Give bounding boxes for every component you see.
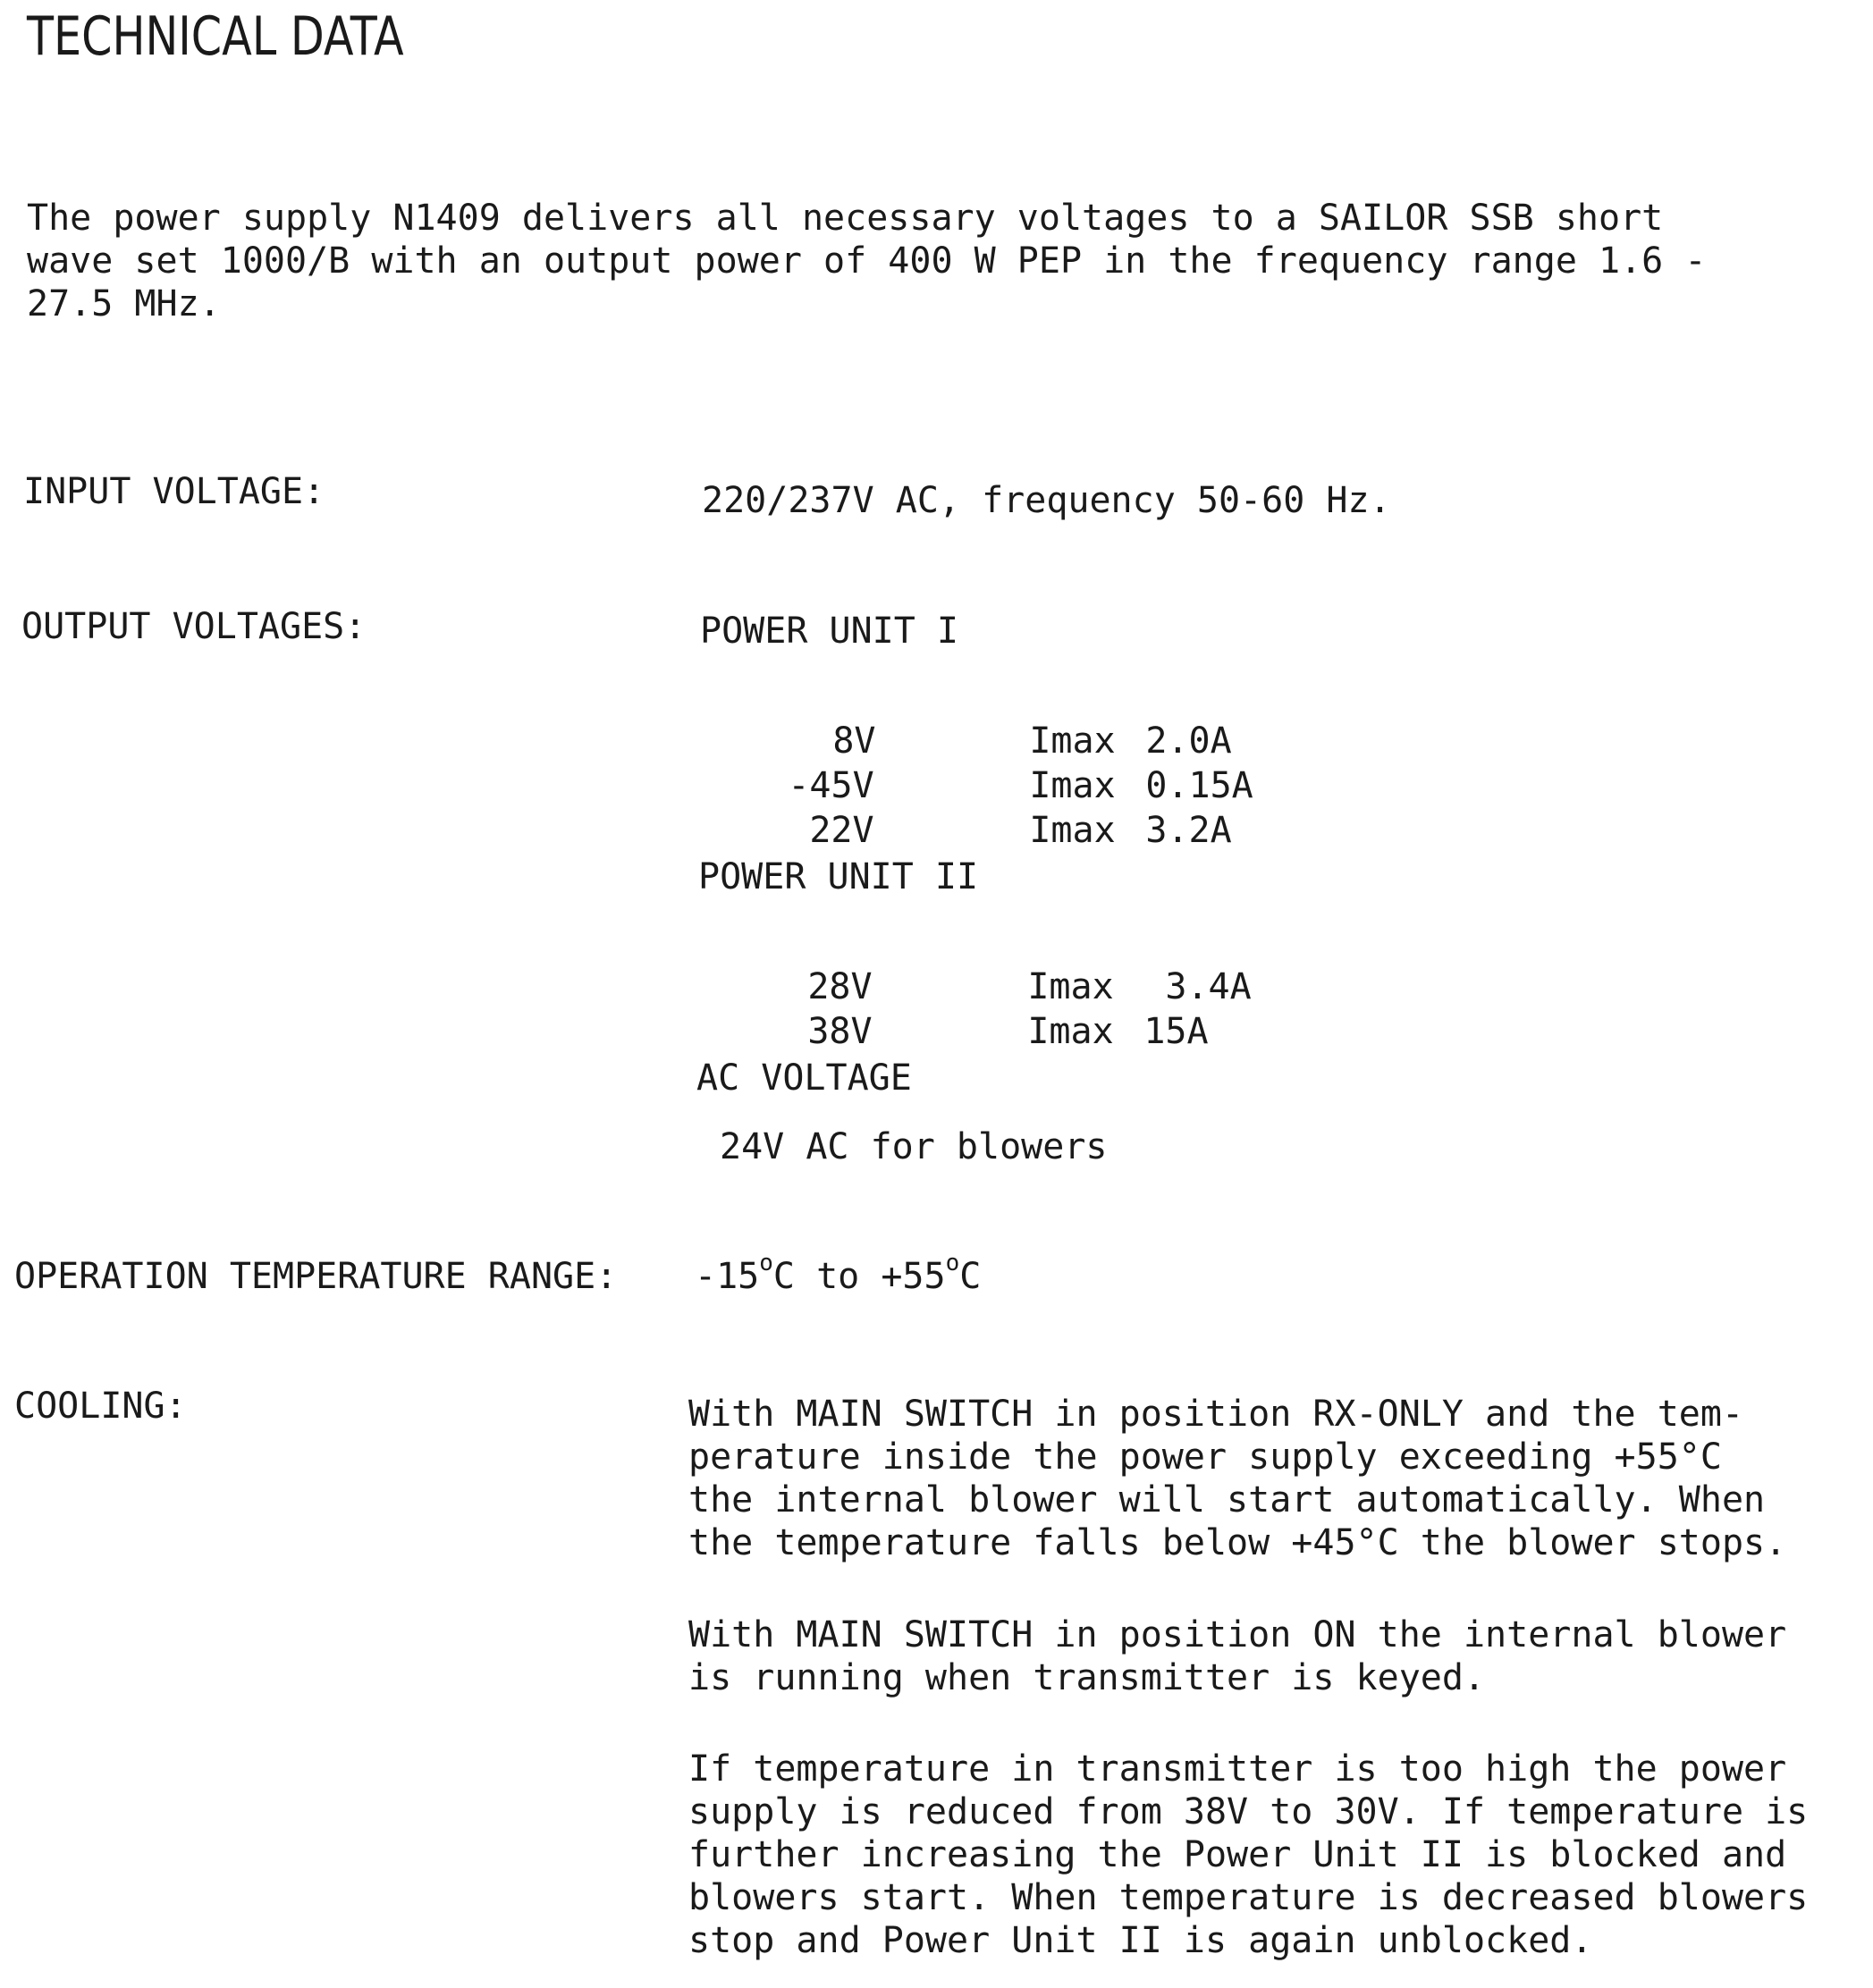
output-voltages-label: OUTPUT VOLTAGES: [21,606,367,647]
imax-label: Imax [1029,810,1116,851]
current-value: 3.2A [1145,810,1232,851]
imax-label: Imax [1029,765,1116,806]
voltage-value: 28V [807,966,873,1007]
cooling-paragraph-1 [688,1393,1869,1564]
voltage-value: 22V [809,810,874,851]
intro-line: 27.5 MHz. [27,283,221,324]
temperature-high: +55 [881,1256,946,1297]
cooling-line: blowers start. When temperature is decreased blowers [688,1877,1809,1918]
degree-sign: o [945,1250,960,1276]
input-voltage-value: 220/237V AC, frequency 50-60 Hz. [702,480,1391,521]
imax-label: Imax [1029,720,1116,762]
page-title: TECHNICAL DATA [27,5,404,68]
cooling-line: With MAIN SWITCH in position RX-ONLY and the tem- [688,1394,1744,1435]
current-value: 2.0A [1145,720,1232,762]
temperature-unit: C [772,1256,795,1297]
operation-temperature-value [695,1250,982,1297]
current-value: 3.4A [1165,966,1252,1007]
cooling-line: stop and Power Unit II is again unblocked. [688,1920,1593,1961]
intro-line: wave set 1000/B with an output power of 400 W PEP in the frequency range 1.6 - [27,240,1707,282]
cooling-line: perature inside the power supply exceeding +55°C [688,1436,1722,1478]
temperature-unit: C [959,1256,982,1297]
power-unit-2-heading: POWER UNIT II [698,856,979,897]
power-unit-1-heading: POWER UNIT I [700,611,958,652]
voltage-value: 38V [807,1011,873,1052]
temperature-low: -15 [695,1256,760,1297]
ac-voltage-heading: AC VOLTAGE [696,1057,912,1099]
current-value: 15A [1143,1011,1209,1052]
current-value: 0.15A [1145,765,1253,806]
cooling-paragraph-3 [688,1748,1869,1962]
cooling-line: supply is reduced from 38V to 30V. If temperature is [688,1791,1809,1832]
cooling-line: the internal blower will start automatically. When [688,1479,1766,1520]
imax-label: Imax [1027,966,1114,1007]
cooling-line: the temperature falls below +45°C the blower stops. [688,1522,1787,1563]
degree-sign: o [759,1250,773,1276]
cooling-line: If temperature in transmitter is too high the power [688,1748,1787,1790]
temperature-to: to [795,1256,882,1297]
cooling-line: further increasing the Power Unit II is blocked and [688,1834,1787,1875]
ac-voltage-value: 24V AC for blowers [720,1126,1108,1167]
cooling-paragraph-2 [688,1613,1869,1699]
intro-paragraph [27,197,1806,325]
cooling-line: is running when transmitter is keyed. [688,1657,1486,1698]
operation-temperature-label: OPERATION TEMPERATURE RANGE: [14,1256,618,1297]
input-voltage-label: INPUT VOLTAGE: [23,471,325,512]
imax-label: Imax [1027,1011,1114,1052]
cooling-label: COOLING: [14,1386,187,1427]
intro-line: The power supply N1409 delivers all necessary voltages to a SAILOR SSB short [27,198,1664,239]
voltage-value: -45V [788,765,874,806]
voltage-value: 8V [832,720,876,762]
cooling-line: With MAIN SWITCH in position ON the internal blower [688,1614,1787,1655]
